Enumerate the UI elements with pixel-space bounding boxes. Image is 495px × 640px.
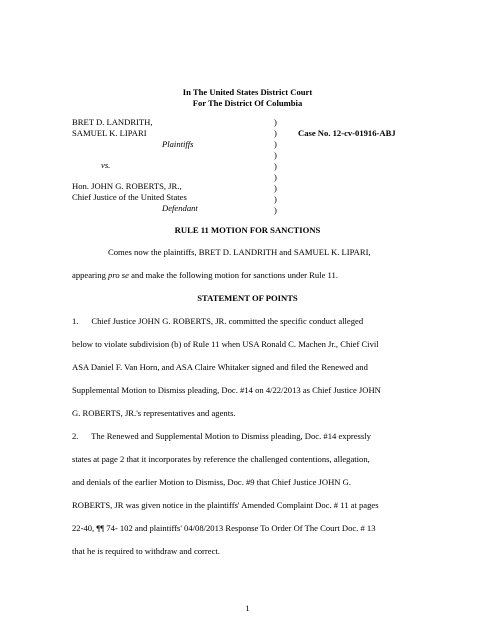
defendant-title: Chief Justice of the United States bbox=[72, 192, 187, 202]
section-title: STATEMENT OF POINTS bbox=[197, 293, 298, 303]
point-2-line: 22-40, ¶¶ 74- 102 and plaintiffs' 04/08/2013 Response To Order Of The Court Doc. # 13 bbox=[72, 523, 376, 533]
point-2-line: ROBERTS, JR was given notice in the plaintiffs' Amended Complaint Doc. # 11 at pages bbox=[72, 500, 379, 510]
plaintiffs-label: Plaintiffs bbox=[162, 139, 194, 149]
point-1-line: below to violate subdivision (b) of Rule 11 when USA Ronald C. Machen Jr., Chief Civil bbox=[72, 339, 379, 349]
caption-paren: ) bbox=[274, 205, 277, 215]
caption-paren: ) bbox=[274, 183, 277, 193]
point-2-line: and denials of the earlier Motion to Dismiss, Doc. #9 that Chief Justice JOHN G. bbox=[72, 477, 352, 487]
versus-label: vs. bbox=[101, 160, 111, 170]
caption-paren: ) bbox=[274, 150, 277, 160]
caption-paren: ) bbox=[274, 128, 277, 138]
caption-paren: ) bbox=[274, 139, 277, 149]
point-2-line: 2. The Renewed and Supplemental Motion to Dismiss pleading, Doc. #14 expressly bbox=[72, 431, 371, 441]
caption-paren: ) bbox=[274, 194, 277, 204]
point-1-line: 1. Chief Justice JOHN G. ROBERTS, JR. committed the specific conduct alleged bbox=[72, 316, 364, 326]
caption-paren: ) bbox=[274, 172, 277, 182]
intro-line-1: Comes now the plaintiffs, BRET D. LANDRITH and SAMUEL K. LIPARI, bbox=[108, 247, 371, 257]
point-2-line: that he is required to withdraw and correct. bbox=[72, 546, 220, 556]
plaintiff-name-2: SAMUEL K. LIPARI bbox=[72, 128, 147, 138]
caption-paren: ) bbox=[274, 161, 277, 171]
defendant-name: Hon. JOHN G. ROBERTS, JR., bbox=[72, 181, 182, 191]
point-1-line: Supplemental Motion to Dismiss pleading, Doc. #14 on 4/22/2013 as Chief Justice JOHN bbox=[72, 385, 381, 395]
page-number: 1 bbox=[245, 603, 250, 613]
caption-paren: ) bbox=[274, 117, 277, 127]
point-1-line: ASA Daniel F. Van Horn, and ASA Claire Whitaker signed and filed the Renewed and bbox=[72, 362, 368, 372]
point-2-line: states at page 2 that it incorporates by reference the challenged contentions, allegation, bbox=[72, 454, 370, 464]
intro-line-2: appearing pro se and make the following motion for sanctions under Rule 11. bbox=[72, 270, 338, 280]
plaintiff-name-1: BRET D. LANDRITH, bbox=[72, 117, 153, 127]
defendant-label: Defendant bbox=[162, 203, 198, 213]
motion-title: RULE 11 MOTION FOR SANCTIONS bbox=[174, 225, 321, 235]
point-1-line: G. ROBERTS, JR.'s representatives and agents. bbox=[72, 408, 236, 418]
case-number: Case No. 12-cv-01916-ABJ bbox=[298, 128, 396, 138]
court-district: For The District Of Columbia bbox=[192, 98, 303, 108]
court-name: In The United States District Court bbox=[182, 87, 313, 97]
